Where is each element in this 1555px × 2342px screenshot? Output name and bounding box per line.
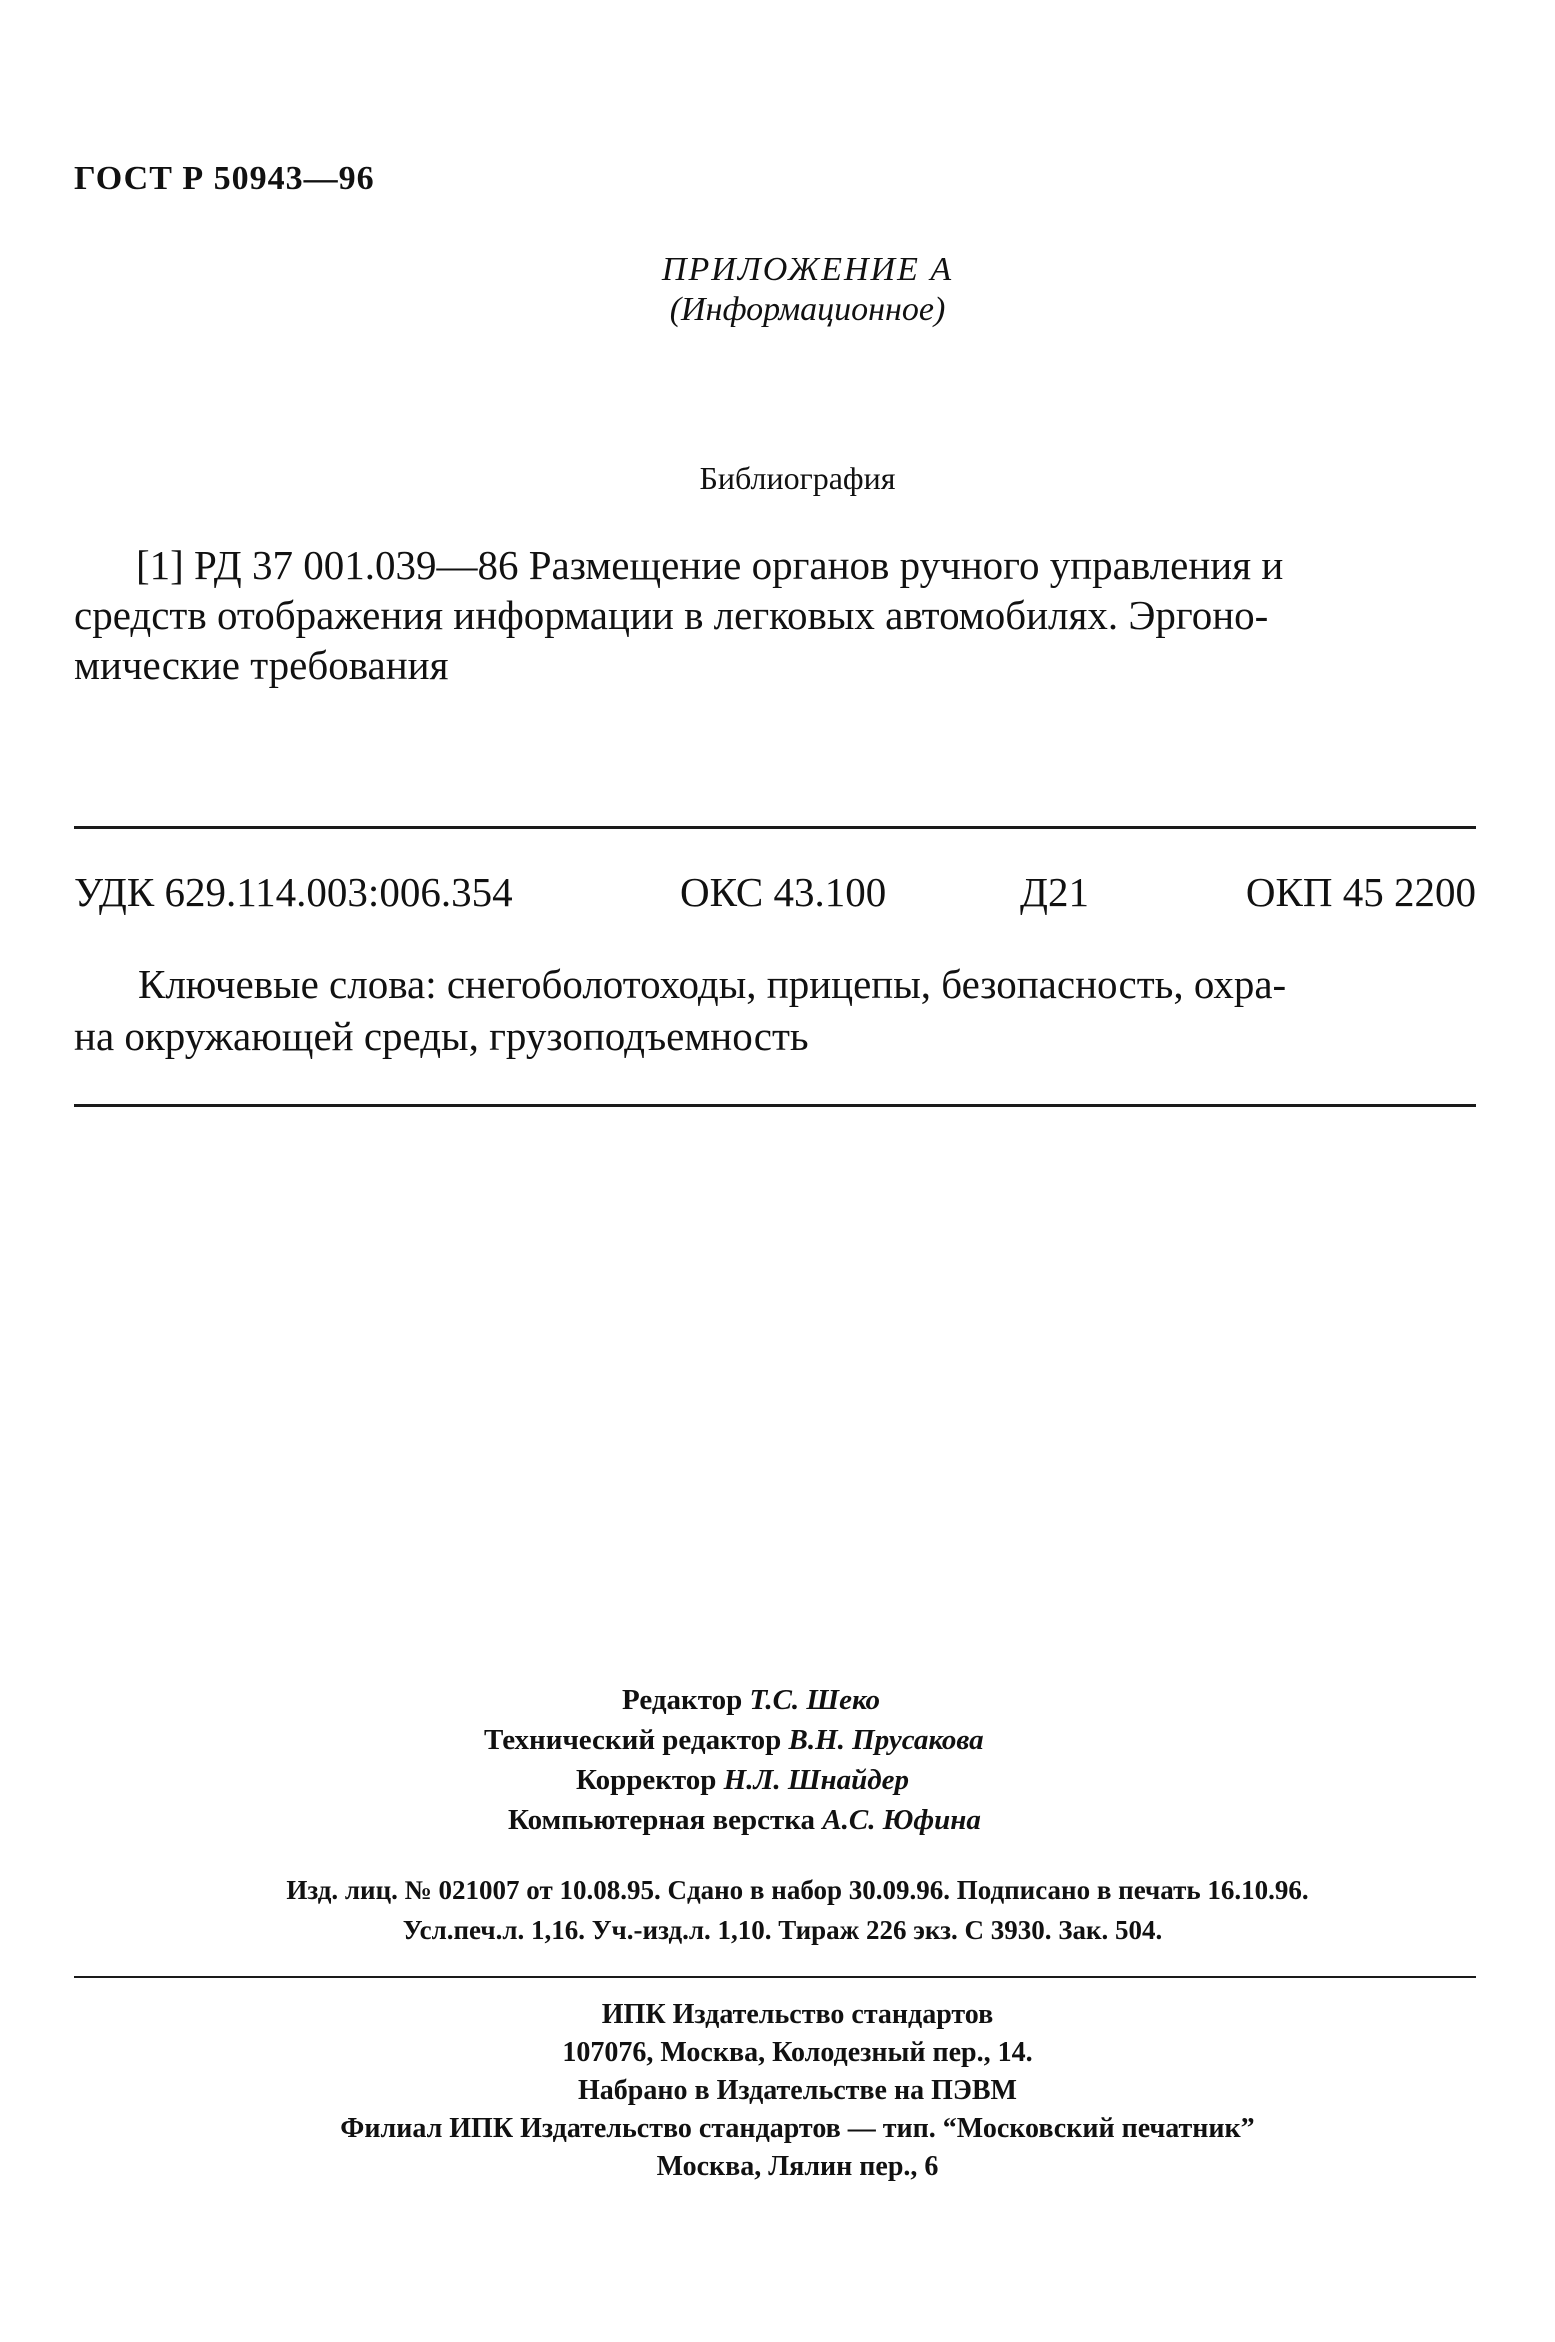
- credit-role: Редактор: [622, 1684, 743, 1716]
- divider-top: [74, 826, 1476, 829]
- credit-role: Компьютерная верстка: [508, 1804, 816, 1836]
- udk-code: УДК 629.114.003:006.354: [74, 869, 513, 915]
- bibliography-heading: Библиография: [699, 460, 896, 496]
- bibliography-entry-line: средств отображения информации в легковых автомобилях. Эргоно-: [74, 592, 1269, 638]
- publisher-line: ИПК Издательство стандартов: [601, 1999, 994, 2030]
- credit-person: В.Н. Прусакова: [788, 1724, 984, 1756]
- credit-role: Технический редактор: [484, 1724, 782, 1756]
- appendix-type: (Информационное): [669, 291, 946, 328]
- publisher-line: Москва, Лялин пер., 6: [656, 2151, 939, 2182]
- print-info-line: Изд. лиц. № 021007 от 10.08.95. Сдано в набор 30.09.96. Подписано в печать 16.10.96.: [286, 1875, 1309, 1905]
- appendix-heading: [0, 250, 1555, 330]
- classification-codes: [74, 868, 1476, 918]
- credit-role: Корректор: [576, 1764, 717, 1796]
- okp-code: ОКП 45 2200: [1245, 869, 1476, 915]
- credit-corrector: [576, 1760, 909, 1800]
- credit-person: Т.С. Шеко: [749, 1684, 881, 1716]
- credit-tech-editor: [484, 1720, 984, 1760]
- credit-person: Н.Л. Шнайдер: [723, 1764, 910, 1796]
- bibliography-entry-line: мические требования: [74, 642, 449, 688]
- keywords-line: на окружающей среды, грузоподъемность: [74, 1013, 809, 1059]
- credit-layout: [508, 1800, 981, 1840]
- publisher-line: 107076, Москва, Колодезный пер., 14.: [562, 2037, 1033, 2068]
- publisher-line: Филиал ИПК Издательство стандартов — тип. “Московский печатник”: [340, 2113, 1255, 2144]
- print-info-line: Усл.печ.л. 1,16. Уч.-изд.л. 1,10. Тираж 226 экз. С 3930. Зак. 504.: [402, 1915, 1163, 1945]
- appendix-title: ПРИЛОЖЕНИЕ А: [661, 251, 954, 288]
- divider-middle: [74, 1104, 1476, 1107]
- bibliography-entry-line: [1] РД 37 001.039—86 Размещение органов ручного управления и: [136, 542, 1284, 588]
- credit-editor: [622, 1680, 880, 1720]
- credit-person: А.С. Юфина: [822, 1804, 981, 1836]
- document-code: ГОСТ Р 50943—96: [74, 160, 375, 197]
- bibliography-entry: [74, 540, 1474, 690]
- d-code: Д21: [1020, 869, 1089, 915]
- keywords-line: Ключевые слова: снегоболотоходы, прицепы, безопасность, охра-: [138, 961, 1287, 1007]
- keywords-block: [74, 958, 1476, 1062]
- publisher-line: Набрано в Издательстве на ПЭВМ: [577, 2075, 1017, 2106]
- oks-code: ОКС 43.100: [680, 869, 887, 915]
- print-info: [0, 1870, 1555, 1950]
- publisher-block: [0, 1996, 1555, 2186]
- divider-bottom: [74, 1976, 1476, 1978]
